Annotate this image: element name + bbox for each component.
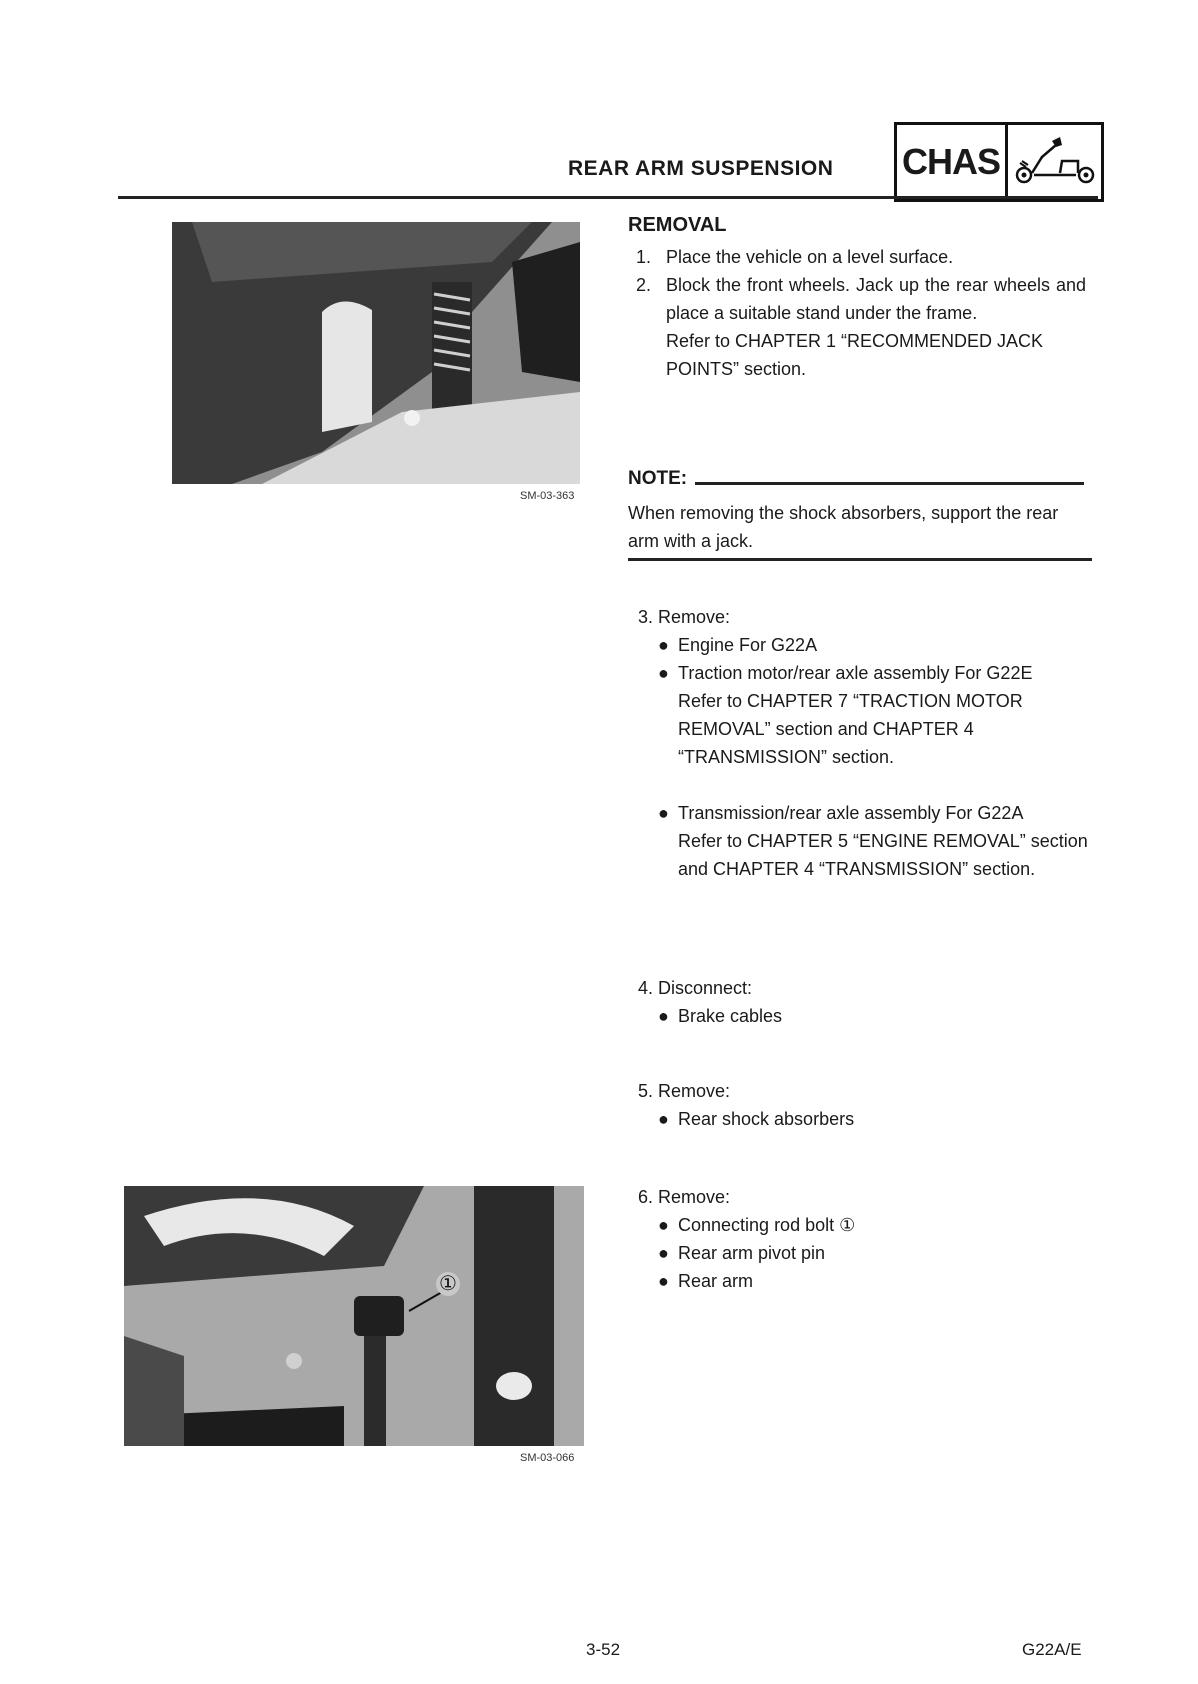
note-heading: NOTE: xyxy=(628,468,688,489)
step-6-bullet-1: Connecting rod bolt xyxy=(678,1215,835,1235)
note-text: When removing the shock absorbers, support the rear arm with a jack. xyxy=(628,503,1059,551)
shock-absorber-illustration xyxy=(172,222,580,484)
bullet-icon: ● xyxy=(658,1271,669,1291)
model-code: G22A/E xyxy=(1022,1640,1082,1659)
step-6 xyxy=(638,1183,1098,1295)
chas-section-badge xyxy=(894,122,1104,202)
step-4 xyxy=(638,974,1098,1030)
section-title: REAR ARM SUSPENSION xyxy=(568,157,834,180)
bullet-icon: ● xyxy=(658,1243,669,1263)
step-4-label: 4. Disconnect: xyxy=(638,978,753,998)
step-3-bullet-3: Transmission/rear axle assembly For G22A xyxy=(678,803,1024,823)
callout-1: ① xyxy=(436,1272,460,1296)
bullet-icon: ● xyxy=(658,663,669,683)
step-1 xyxy=(636,243,1096,271)
step-6-bullet-2: Rear arm pivot pin xyxy=(678,1243,826,1263)
bullet-icon: ● xyxy=(658,803,669,823)
connecting-rod-illustration xyxy=(124,1186,584,1446)
step-5-bullet-1: Rear shock absorbers xyxy=(678,1109,855,1129)
figure-shock-absorber-photo xyxy=(172,222,580,484)
bullet-icon: ● xyxy=(658,1109,669,1129)
step-6-bullet-1-callout: ① xyxy=(839,1215,856,1235)
bullet-icon: ● xyxy=(658,1215,669,1235)
note-end-rule xyxy=(628,558,1092,561)
figure1-caption: SM-03-363 xyxy=(520,490,575,502)
step-3-bullet-1: Engine For G22A xyxy=(678,635,818,655)
step-1-num: 1. xyxy=(636,247,652,267)
bullet-icon: ● xyxy=(658,1006,669,1026)
step-2 xyxy=(636,271,1096,383)
chas-label: CHAS xyxy=(897,125,1008,199)
bullet-icon: ● xyxy=(658,635,669,655)
step-4-bullet-1: Brake cables xyxy=(678,1006,783,1026)
page-number: 3-52 xyxy=(586,1640,621,1659)
step-3-bullet-2-ref: Refer to CHAPTER 7 “TRACTION MOTOR REMOVAL” section and CHAPTER 4 “TRANSMISSION” section. xyxy=(678,691,1023,767)
step-1-text: Place the vehicle on a level surface. xyxy=(666,247,954,267)
removal-heading: REMOVAL xyxy=(628,214,727,236)
step-3-label: 3. Remove: xyxy=(638,607,731,627)
header-rule xyxy=(118,196,1098,199)
step-3-bullet-3-ref: Refer to CHAPTER 5 “ENGINE REMOVAL” section and CHAPTER 4 “TRANSMISSION” section. xyxy=(678,831,1088,879)
step-3-bullet-2: Traction motor/rear axle assembly For G22E xyxy=(678,663,1033,683)
wrench-and-vehicle-icon xyxy=(1008,125,1101,199)
step-5-label: 5. Remove: xyxy=(638,1081,731,1101)
step-2-text: Block the front wheels. Jack up the rear wheels and place a suitable stand under the frame. xyxy=(666,275,1086,323)
note-rule xyxy=(695,482,1084,485)
figure-connecting-rod-photo xyxy=(124,1186,584,1446)
step-5 xyxy=(638,1077,1098,1133)
step-2-num: 2. xyxy=(636,275,652,295)
figure2-caption: SM-03-066 xyxy=(520,1452,575,1464)
step-3 xyxy=(638,603,1098,883)
step-2-ref: Refer to CHAPTER 1 “RECOMMENDED JACK POINTS” section. xyxy=(666,331,1044,379)
step-6-label: 6. Remove: xyxy=(638,1187,731,1207)
step-6-bullet-3: Rear arm xyxy=(678,1271,754,1291)
note-header xyxy=(628,468,1084,490)
